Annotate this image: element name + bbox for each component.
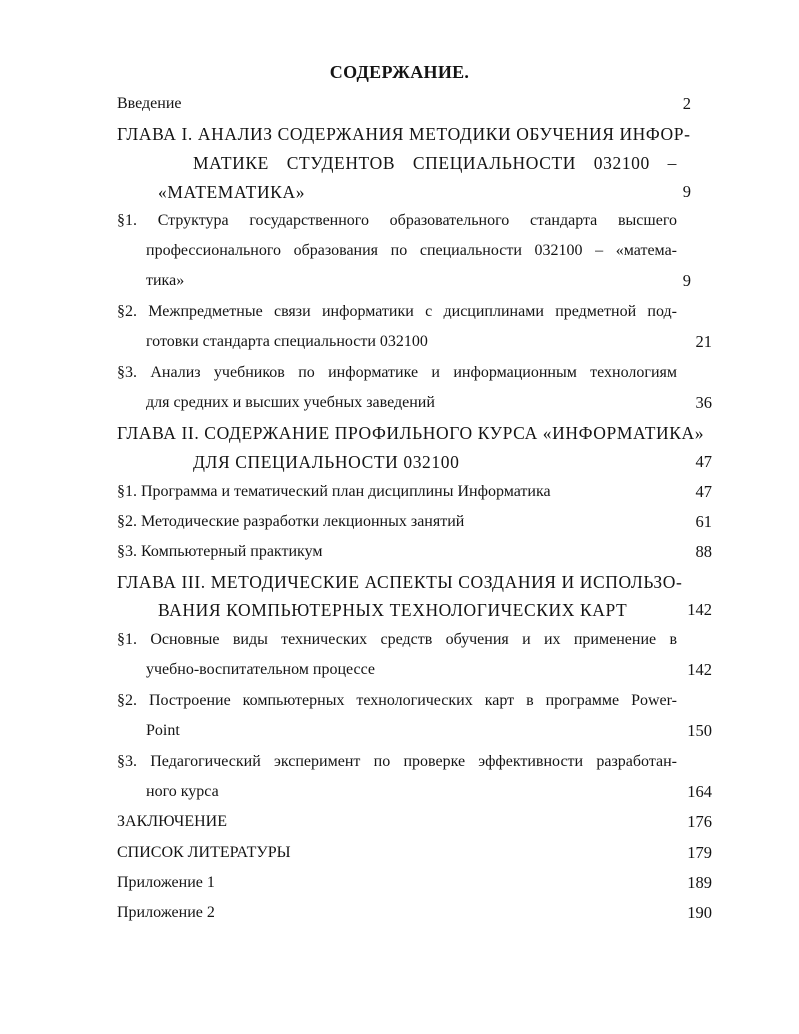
chapter-1-section-2-line-1: §2. Межпредметные связи информатики с дисциплинами предметной под-: [117, 303, 677, 320]
chapter-3-section-1-page: 142: [687, 660, 712, 679]
chapter-1-heading-line-1: ГЛАВА I. АНАЛИЗ СОДЕРЖАНИЯ МЕТОДИКИ ОБУЧЕНИЯ ИНФОР-: [117, 124, 691, 144]
chapter-2-heading-line-1: ГЛАВА II. СОДЕРЖАНИЕ ПРОФИЛЬНОГО КУРСА «ИНФОРМАТИКА»: [117, 423, 705, 443]
chapter-1-heading-line-2: МАТИКЕ СТУДЕНТОВ СПЕЦИАЛЬНОСТИ 032100 –: [193, 153, 677, 173]
chapter-1-section-3-line-2: для средних и высших учебных заведений: [146, 394, 435, 411]
chapter-2-section-1-label: §1. Программа и тематический план дисциплины Информатика: [117, 483, 551, 500]
chapter-3-section-1-line-2: учебно-воспитательном процессе: [146, 661, 376, 678]
chapter-2-section-2-page: 61: [695, 512, 712, 531]
chapter-1-section-1-page: 9: [682, 271, 691, 290]
chapter-3-section-2-line-2: Point: [146, 722, 180, 739]
chapter-1-page: 9: [682, 182, 691, 201]
toc-entry-appendix-1-label: Приложение 1: [117, 874, 215, 891]
chapter-3-section-1-line-1: §1. Основные виды технических средств обучения и их применение в: [117, 631, 677, 648]
chapter-2-section-3-page: 88: [695, 542, 712, 561]
toc-entry-appendix-2-label: Приложение 2: [117, 904, 215, 921]
toc-entry-references-label: СПИСОК ЛИТЕРАТУРЫ: [117, 844, 291, 861]
chapter-1-section-3-page: 36: [695, 393, 712, 412]
chapter-1-section-2-page: 21: [695, 332, 712, 351]
toc-entry-references-page: 179: [687, 843, 712, 862]
toc-entry-intro-page: 2: [682, 94, 691, 113]
toc-entry-appendix-2-page: 190: [687, 903, 712, 922]
chapter-1-section-1-line-2: профессионального образования по специальности 032100 – «матема-: [146, 242, 677, 259]
chapter-2-section-2-label: §2. Методические разработки лекционных занятий: [117, 513, 465, 530]
toc-entry-conclusion-label: ЗАКЛЮЧЕНИЕ: [117, 813, 227, 830]
chapter-3-heading-line-1: ГЛАВА III. МЕТОДИЧЕСКИЕ АСПЕКТЫ СОЗДАНИЯ И ИСПОЛЬЗО-: [117, 572, 683, 592]
toc-entry-conclusion-page: 176: [687, 812, 712, 831]
chapter-1-heading-line-3: «МАТЕМАТИКА»: [158, 182, 306, 202]
page-title: СОДЕРЖАНИЕ.: [329, 62, 470, 82]
chapter-1-section-1-line-1: §1. Структура государственного образовательного стандарта высшего: [117, 212, 677, 229]
chapter-3-section-3-page: 164: [687, 782, 712, 801]
chapter-1-section-2-line-2: готовки стандарта специальности 032100: [146, 333, 428, 350]
chapter-3-page: 142: [687, 600, 712, 619]
chapter-1-section-3-line-1: §3. Анализ учебников по информатике и информационным технологиям: [117, 364, 677, 381]
toc-entry-appendix-1-page: 189: [687, 873, 712, 892]
chapter-3-section-3-line-2: ного курса: [146, 783, 219, 800]
chapter-2-page: 47: [695, 452, 712, 471]
chapter-3-section-3-line-1: §3. Педагогический эксперимент по проверке эффективности разработан-: [117, 753, 677, 770]
chapter-2-section-3-label: §3. Компьютерный практикум: [117, 543, 323, 560]
chapter-3-section-2-line-1: §2. Построение компьютерных технологических карт в программе Power-: [117, 692, 677, 709]
chapter-3-heading-line-2: ВАНИЯ КОМПЬЮТЕРНЫХ ТЕХНОЛОГИЧЕСКИХ КАРТ: [158, 600, 628, 620]
chapter-2-heading-line-2: ДЛЯ СПЕЦИАЛЬНОСТИ 032100: [193, 452, 460, 472]
chapter-3-section-2-page: 150: [687, 721, 712, 740]
chapter-1-section-1-line-3: тика»: [146, 272, 185, 289]
chapter-2-section-1-page: 47: [695, 482, 712, 501]
toc-entry-intro-label: Введение: [117, 95, 182, 112]
